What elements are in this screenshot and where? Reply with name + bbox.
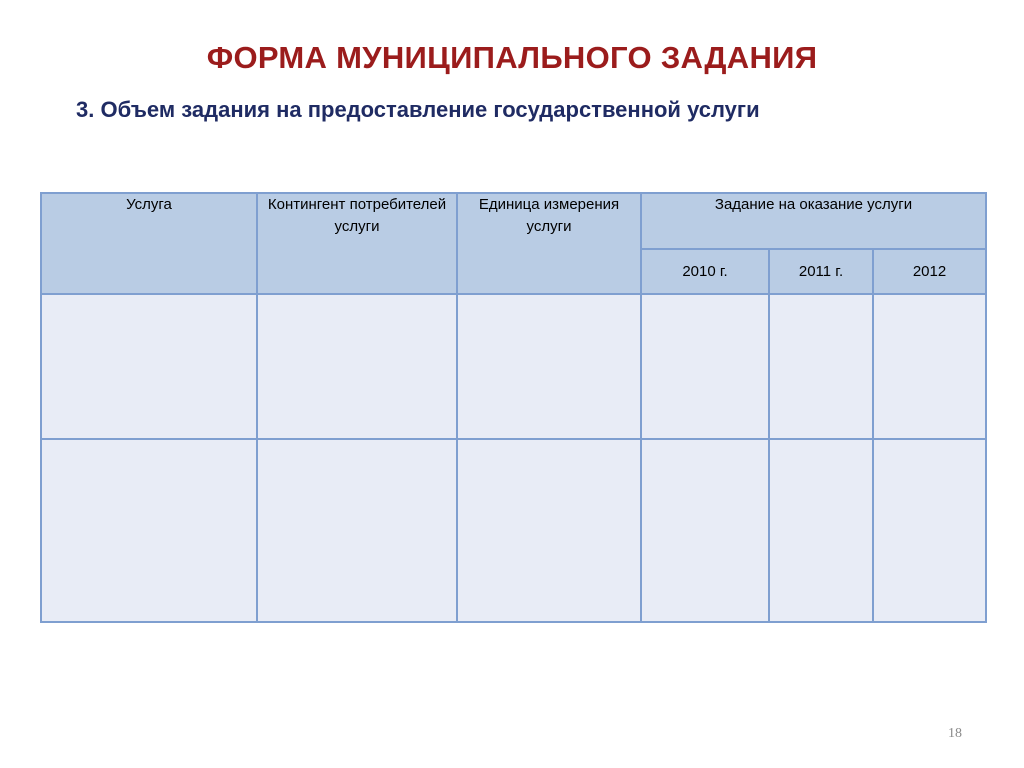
table-row — [41, 439, 986, 622]
table-cell[interactable] — [457, 294, 641, 439]
table-cell[interactable] — [257, 294, 457, 439]
slide-subtitle: 3. Объем задания на предоставление государственной услуги — [76, 97, 760, 122]
service-volume-table — [40, 192, 987, 623]
header-year-2011: 2011 г. — [769, 249, 873, 294]
header-unit: Единица измерения услуги — [457, 193, 641, 294]
table-cell[interactable] — [41, 294, 257, 439]
header-year-2010: 2010 г. — [641, 249, 769, 294]
header-service: Услуга — [41, 193, 257, 294]
table-cell[interactable] — [641, 294, 769, 439]
header-contingent: Контингент потребителей услуги — [257, 193, 457, 294]
page-number: 18 — [948, 726, 962, 741]
table-cell[interactable] — [769, 294, 873, 439]
header-year-2012: 2012 — [873, 249, 986, 294]
table-cell[interactable] — [873, 294, 986, 439]
slide-title: ФОРМА МУНИЦИПАЛЬНОГО ЗАДАНИЯ — [206, 40, 818, 75]
table-cell[interactable] — [769, 439, 873, 622]
table-row — [41, 294, 986, 439]
table-cell[interactable] — [873, 439, 986, 622]
table-cell[interactable] — [641, 439, 769, 622]
table-cell[interactable] — [41, 439, 257, 622]
header-task: Задание на оказание услуги — [641, 193, 986, 249]
table-cell[interactable] — [257, 439, 457, 622]
table-cell[interactable] — [457, 439, 641, 622]
